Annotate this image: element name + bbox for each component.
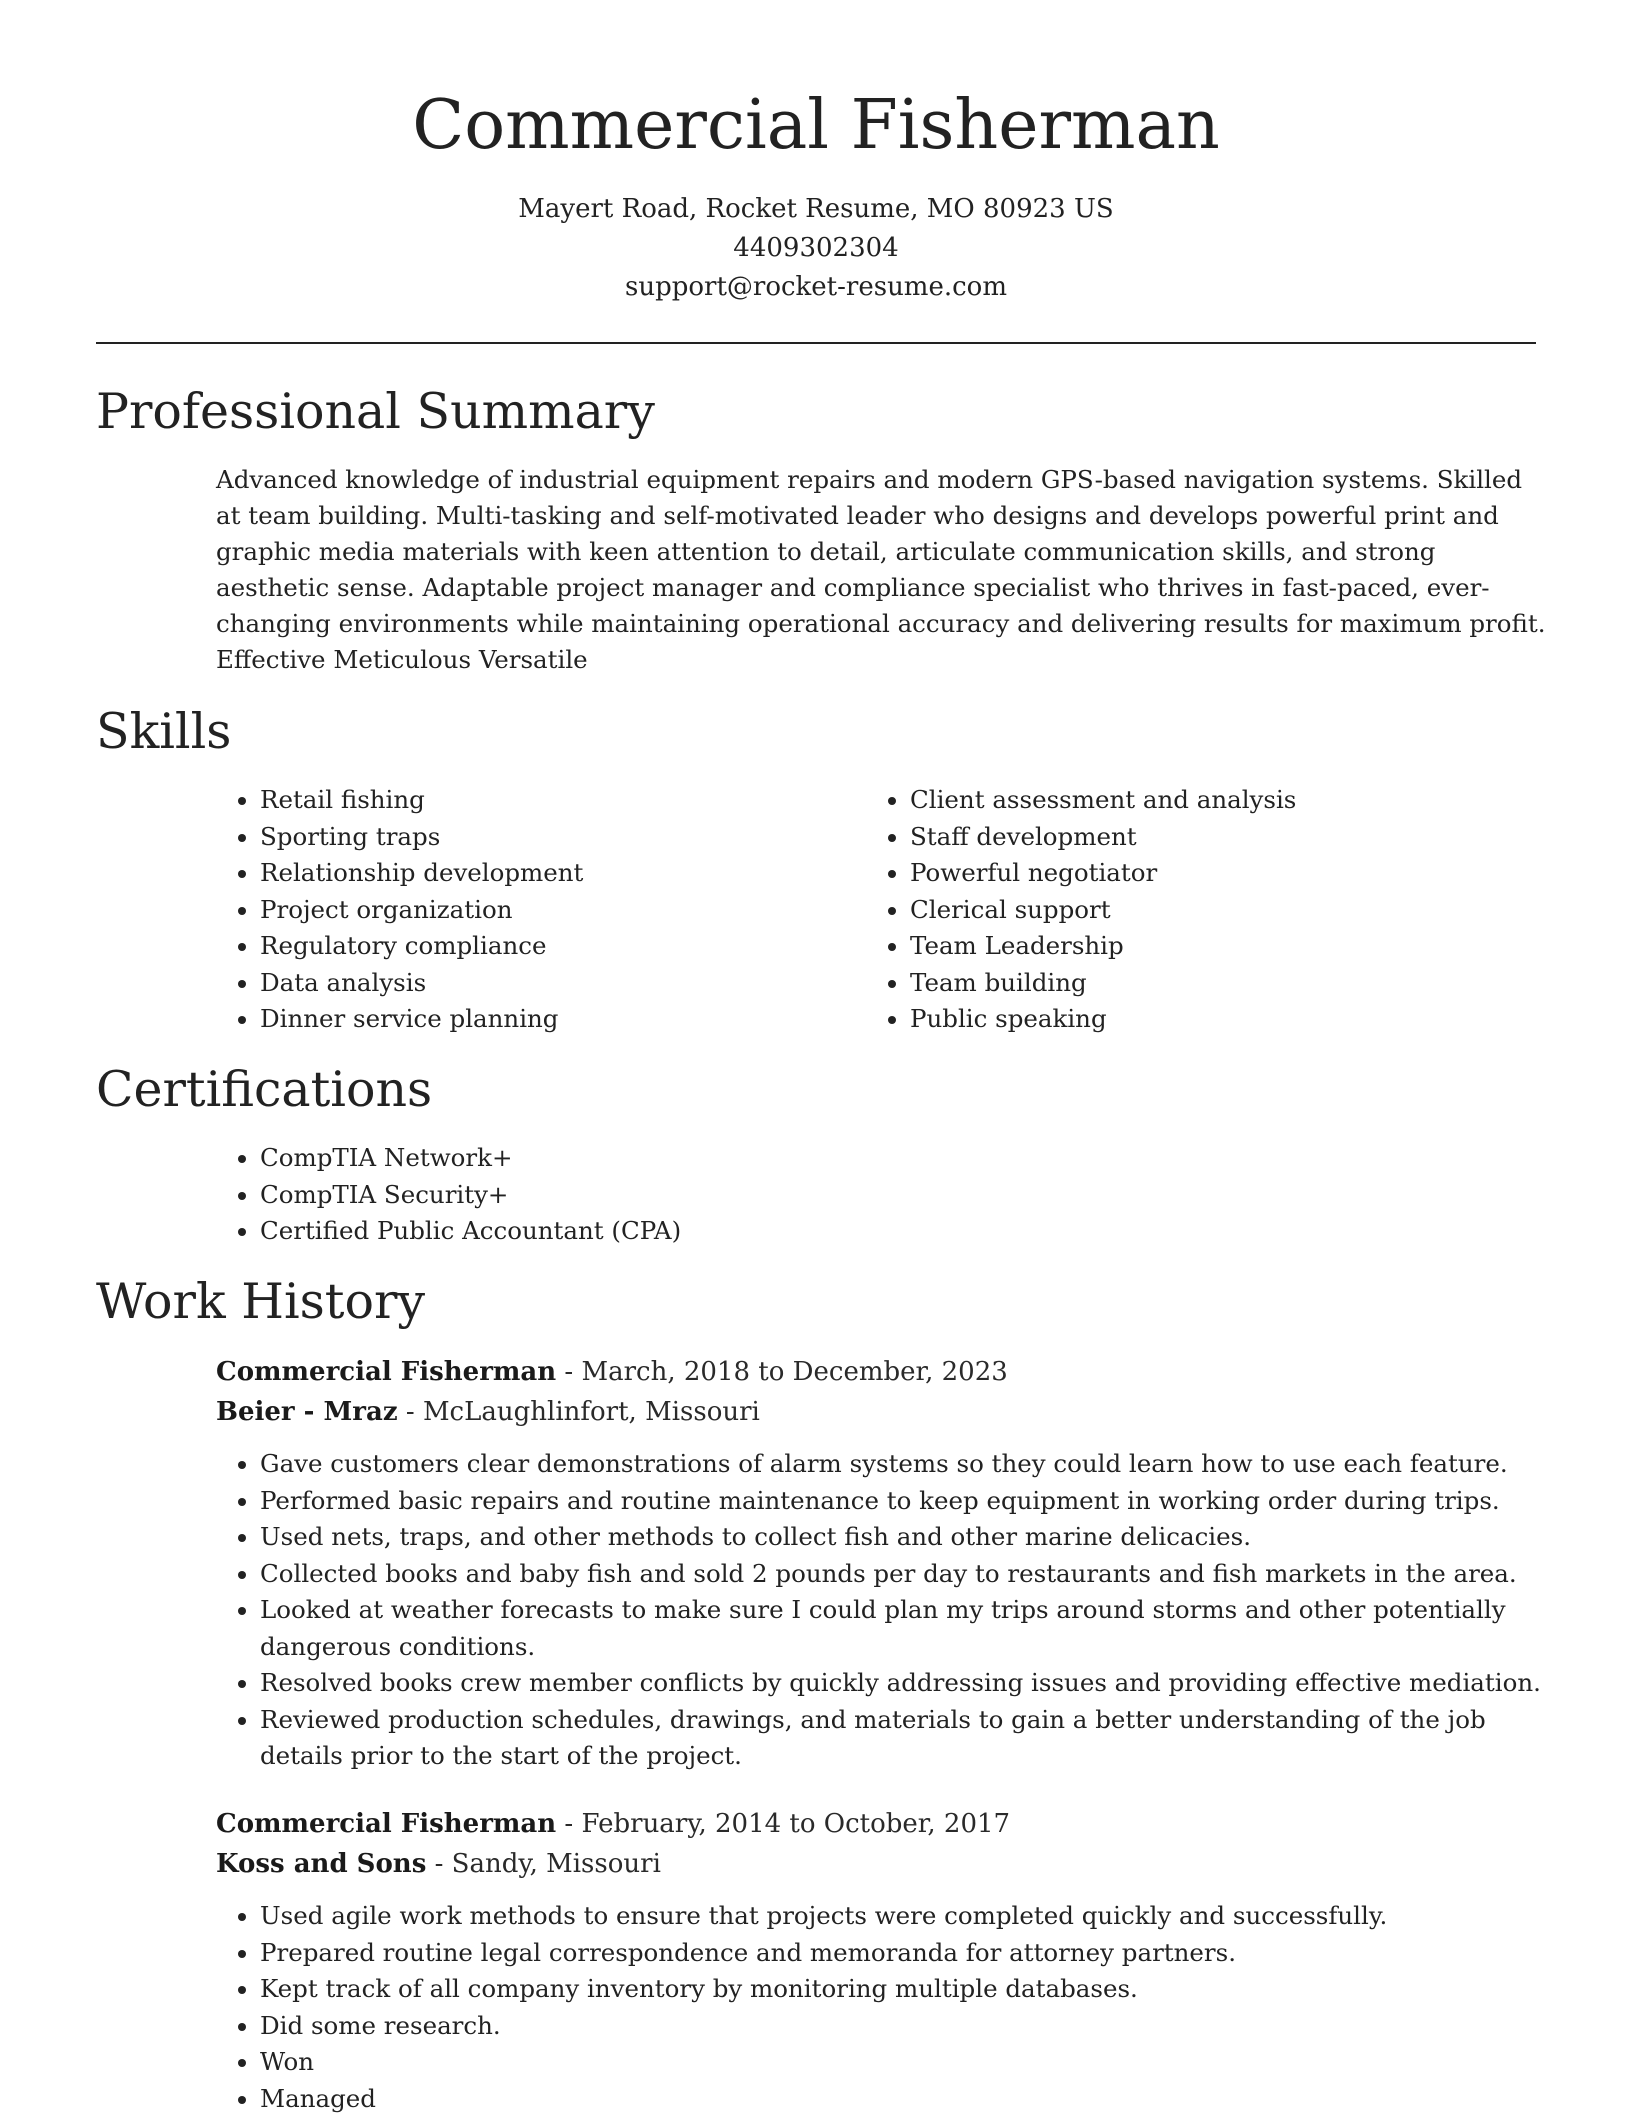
skill-item: • Dinner service planning: [260, 1001, 860, 1038]
summary-text: Advanced knowledge of industrial equipment repairs and modern GPS-based navigation systems. Skilled at team building. Multi-tasking and self-motivated leader who designs and develops powerful print and graphic media materials with keen attention to detail, articulate communication skills, and strong aesthetic sense. Adaptable project manager and compliance specialist who thrives in fast-paced, ever-changing environments while maintaining operational accuracy and delivering results for maximum profit. Effective Meticulous Versatile: [216, 462, 1546, 678]
job-bullet: • Reviewed production schedules, drawings, and materials to gain a better understanding of the job details prior to the start of the project.: [260, 1702, 1550, 1775]
job-bullet: • Kept track of all company inventory by monitoring multiple databases.: [260, 1971, 1550, 2008]
skill-item: • Regulatory compliance: [260, 928, 860, 965]
job-location: - McLaughlinfort, Missouri: [398, 1397, 760, 1427]
job-bullet: • Gave customers clear demonstrations of alarm systems so they could learn how to use each feature.: [260, 1446, 1550, 1483]
certification-item: • CompTIA Security+: [260, 1177, 1260, 1214]
skill-item: • Clerical support: [910, 892, 1550, 929]
job-location: - Sandy, Missouri: [426, 1849, 661, 1879]
skill-item: • Public speaking: [910, 1001, 1550, 1038]
job-company-line: [216, 1844, 661, 1884]
skill-item: • Team building: [910, 965, 1550, 1002]
job-bullet: • Collected books and baby fish and sold 2 pounds per day to restaurants and fish markets in the area.: [260, 1556, 1550, 1593]
skill-item: • Powerful negotiator: [910, 855, 1550, 892]
job-bullet: • Prepared routine legal correspondence and memoranda for attorney partners.: [260, 1935, 1550, 1972]
skill-item: • Staff development: [910, 819, 1550, 856]
job-dates: - March, 2018 to December, 2023: [556, 1357, 1008, 1387]
job-bullet: • Looked at weather forecasts to make sure I could plan my trips around storms and other potentially dangerous conditions.: [260, 1592, 1550, 1665]
summary-title: Professional Summary: [96, 382, 655, 442]
certification-item: • CompTIA Network+: [260, 1140, 1260, 1177]
certifications-title: Certifications: [96, 1060, 432, 1120]
job-bullet: • Used agile work methods to ensure that projects were completed quickly and successfully.: [260, 1898, 1550, 1935]
skill-item: • Relationship development: [260, 855, 860, 892]
skill-item: • Retail fishing: [260, 782, 860, 819]
job-company: Beier - Mraz: [216, 1397, 398, 1427]
header-divider: [96, 342, 1536, 344]
skills-title: Skills: [96, 702, 231, 762]
phone: 4409302304: [0, 229, 1632, 268]
skill-item: • Client assessment and analysis: [910, 782, 1550, 819]
skill-item: • Project organization: [260, 892, 860, 929]
certification-item: • Certified Public Accountant (CPA): [260, 1213, 1260, 1250]
job-role: Commercial Fisherman: [216, 1357, 556, 1387]
skills-list-left: [216, 782, 860, 1038]
contact-block: [0, 190, 1632, 307]
address: Mayert Road, Rocket Resume, MO 80923 US: [0, 190, 1632, 229]
job-title-line: [216, 1804, 1010, 1844]
email: support@rocket-resume.com: [0, 268, 1632, 307]
job-company: Koss and Sons: [216, 1849, 426, 1879]
job-bullet: • Did some research.: [260, 2008, 1550, 2045]
job-bullets: [216, 1898, 1550, 2117]
job-company-line: [216, 1392, 760, 1432]
job-role: Commercial Fisherman: [216, 1809, 556, 1839]
skill-item: • Data analysis: [260, 965, 860, 1002]
skill-item: • Team Leadership: [910, 928, 1550, 965]
job-bullet: • Used nets, traps, and other methods to collect fish and other marine delicacies.: [260, 1519, 1550, 1556]
certifications-list: [216, 1140, 1260, 1250]
skills-list-right: [866, 782, 1550, 1038]
job-bullet: • Performed basic repairs and routine maintenance to keep equipment in working order during trips.: [260, 1483, 1550, 1520]
job-bullet: • Resolved books crew member conflicts by quickly addressing issues and providing effective mediation.: [260, 1665, 1550, 1702]
job-bullet: • Managed: [260, 2081, 1550, 2117]
skill-item: • Sporting traps: [260, 819, 860, 856]
job-bullet: • Won: [260, 2044, 1550, 2081]
job-bullets: [216, 1446, 1550, 1775]
work-history-title: Work History: [96, 1272, 425, 1332]
job-dates: - February, 2014 to October, 2017: [556, 1809, 1010, 1839]
job-title-line: [216, 1352, 1008, 1392]
candidate-name: Commercial Fisherman: [0, 78, 1632, 174]
